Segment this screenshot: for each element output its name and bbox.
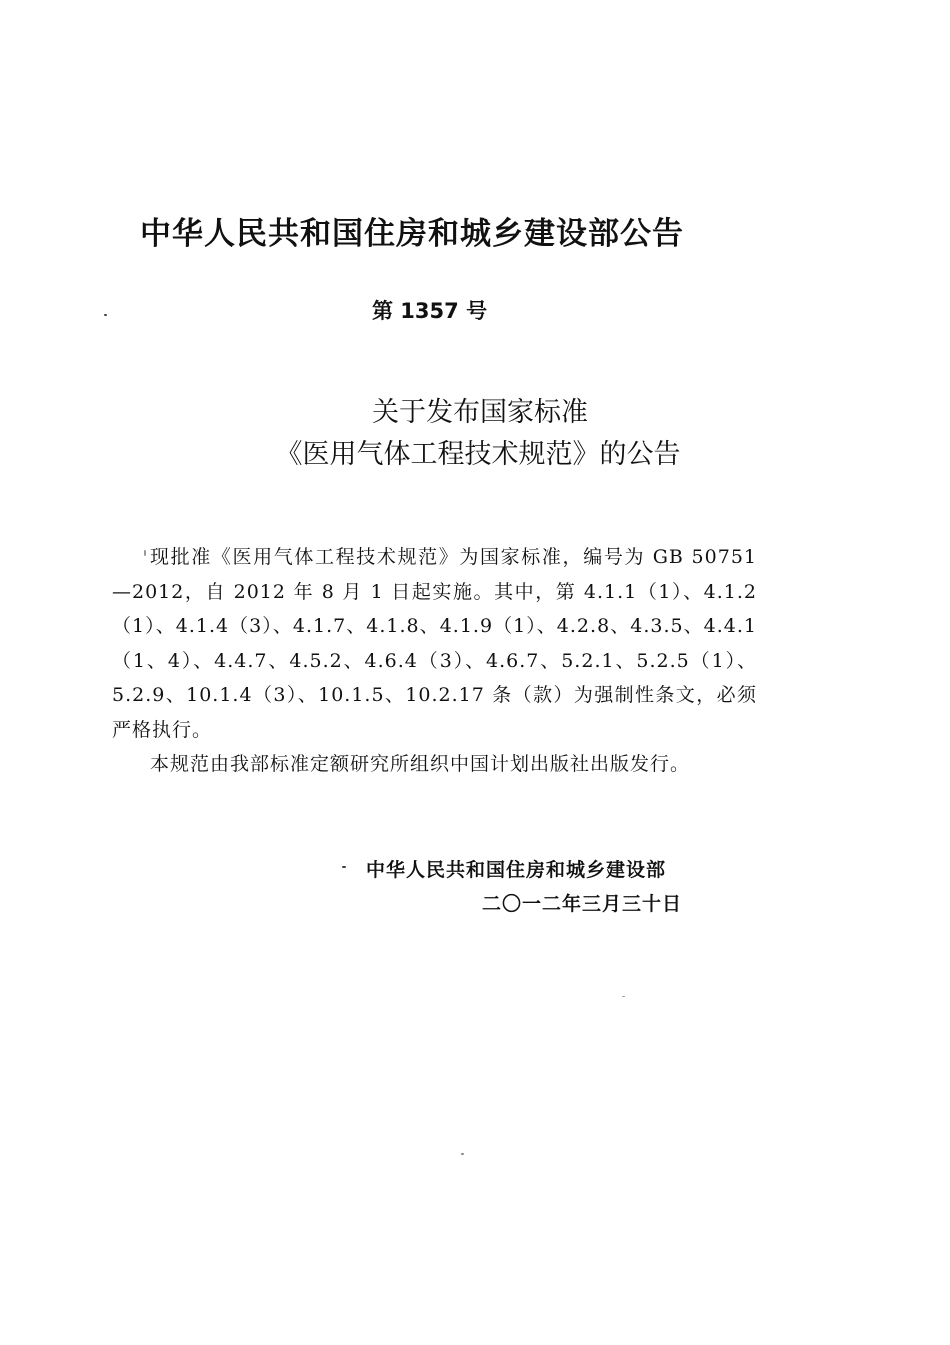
subject-line-1: 关于发布国家标准	[372, 397, 588, 428]
subject-line-2: 《医用气体工程技术规范》的公告	[275, 439, 681, 470]
scan-speck	[104, 314, 107, 316]
scan-speck	[622, 996, 625, 997]
body-paragraph-1: 现批准《医用气体工程技术规范》为国家标准，编号为 GB 50751—2012，自 2012 年 8 月 1 日起实施。其中，第 4.1.1（1）、4.1.2（1）、4.1.4（3）、4.1.7、4.1.8、4.1.9（1）、4.2.8、4.3.5、4.4.1（1、4）、4.4.7、4.5.2、4.6.4（3）、4.6.7、5.2.1、5.2.5（1）、5.2.9、10.1.4（3）、10.1.5、10.2.17 条（款）为强制性条文，必须严格执行。	[112, 546, 757, 741]
scan-speck	[342, 866, 346, 868]
announcement-title: 中华人民共和国住房和城乡建设部公告	[140, 216, 684, 252]
announcement-number: 第 1357 号	[372, 299, 488, 323]
scan-speck	[144, 550, 146, 556]
body-paragraph-2: 本规范由我部标准定额研究所组织中国计划出版社出版发行。	[150, 753, 691, 775]
announcement-subject	[0, 392, 950, 476]
issue-date: 二〇一二年三月三十日	[482, 893, 683, 915]
issuer-signature: 中华人民共和国住房和城乡建设部	[366, 859, 667, 881]
scan-speck	[461, 1153, 464, 1155]
announcement-body	[112, 540, 757, 782]
